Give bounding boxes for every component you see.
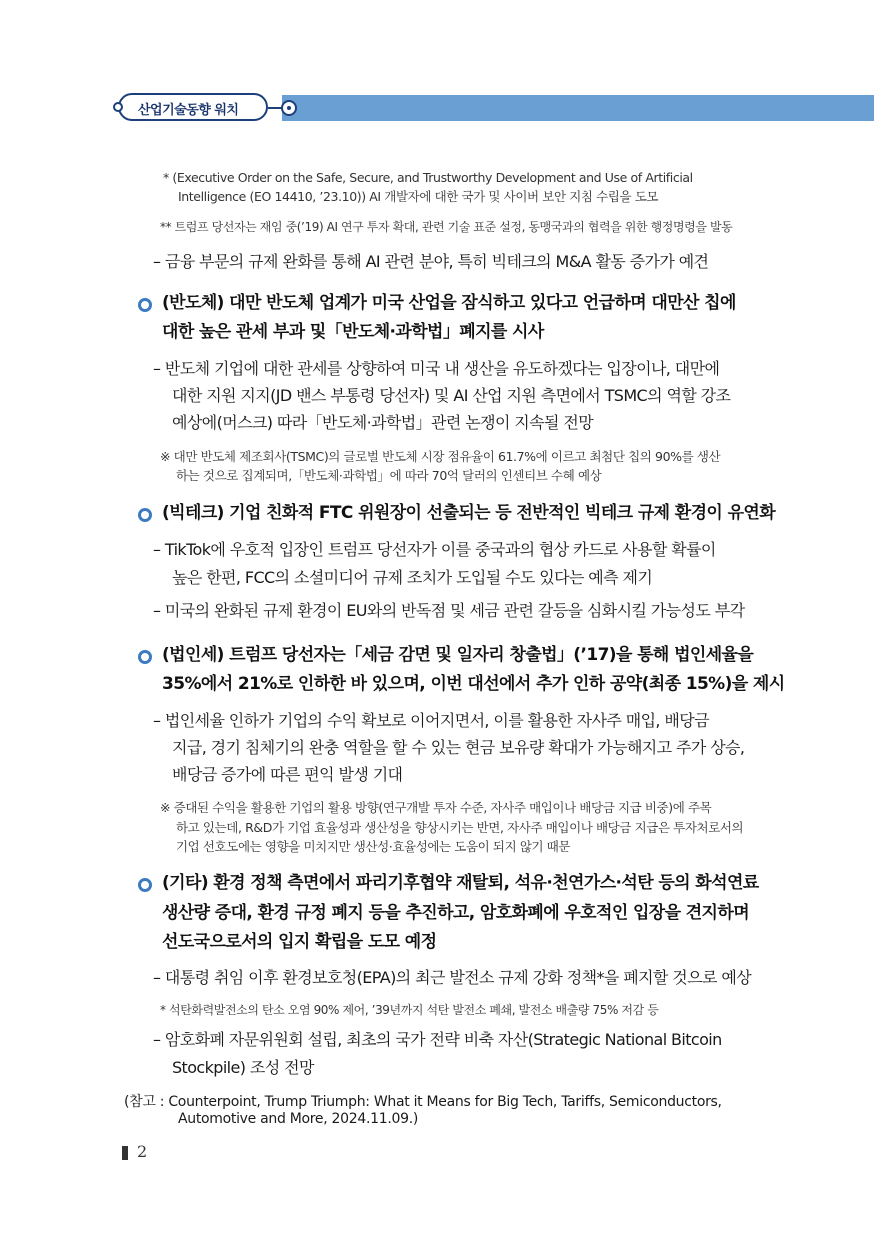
note-line: ※ 대만 반도체 제조회사(TSMC)의 글로벌 반도체 시장 점유율이 61.7%에 이르고 최첨단 칩의 90%를 생산 (160, 449, 721, 464)
dash-item: – 금융 부문의 규제 완화를 통해 AI 관련 분야, 특히 빅테크의 M&A 활동 증가가 예견 (153, 252, 709, 271)
dash-item: 대한 지원 지지(JD 밴스 부통령 당선자) 및 AI 산업 지원 측면에서 TSMC의 역할 강조 (172, 386, 731, 405)
header-title: 산업기술동향 워치 (138, 103, 239, 118)
dash-item: 예상에(머스크) 따라「반도체·과학법」관련 논쟁이 지속될 전망 (172, 413, 594, 432)
dash-item: – 암호화폐 자문위원회 설립, 최초의 국가 전략 비축 자산(Strategic National Bitcoin (153, 1030, 722, 1049)
note-line: * 석탄화력발전소의 탄소 오염 90% 제어, ’39년까지 석탄 발전소 폐쇄, 발전소 배출량 75% 저감 등 (160, 1003, 659, 1017)
note-line: ** 트럼프 당선자는 재임 중(’19) AI 연구 투자 확대, 관련 기술 표준 설정, 동맹국과의 협력을 위한 행정명령을 발동 (160, 220, 733, 234)
note-line: Intelligence (EO 14410, ’23.10)) AI 개발자에 대한 국가 및 사이버 보안 지침 수립을 도모 (178, 189, 659, 204)
section-heading: (빅테크) 기업 친화적 FTC 위원장이 선출되는 등 전반적인 빅테크 규제 환경이 유연화 (162, 503, 776, 523)
header-bar (282, 95, 874, 121)
bullet-icon (138, 878, 152, 892)
circle-icon (281, 100, 297, 116)
section-heading: (기타) 환경 정책 측면에서 파리기후협약 재탈퇴, 석유·천연가스·석탄 등의 화석연료 (162, 873, 759, 893)
bullet-icon (138, 508, 152, 522)
section-heading: (반도체) 대만 반도체 업계가 미국 산업을 잠식하고 있다고 언급하며 대만산 칩에 (162, 293, 736, 313)
dash-item: – 법인세율 인하가 기업의 수익 확보로 이어지면서, 이를 활용한 자사주 매입, 배당금 (153, 711, 709, 730)
dash-item: 지급, 경기 침체기의 완충 역할을 할 수 있는 현금 보유량 확대가 가능해지고 주가 상승, (172, 738, 745, 757)
note-line: * (Executive Order on the Safe, Secure, and Trustworthy Development and Use of Artificial (163, 170, 693, 185)
dash-item: – 대통령 취임 이후 환경보호청(EPA)의 최근 발전소 규제 강화 정책*을 폐지할 것으로 예상 (153, 968, 752, 987)
note-line: 하는 것으로 집계되며,「반도체·과학법」에 따라 70억 달러의 인센티브 수혜 예상 (176, 468, 602, 483)
bullet-icon (138, 650, 152, 664)
section-heading: 대한 높은 관세 부과 및「반도체·과학법」폐지를 시사 (162, 322, 544, 342)
reference-line: Automotive and More, 2024.11.09.) (178, 1111, 419, 1127)
section-heading: 생산량 증대, 환경 규정 폐지 등을 추진하고, 암호화폐에 우호적인 입장을 견지하며 (162, 903, 750, 923)
page-marker (122, 1146, 128, 1160)
dash-item: 배당금 증가에 따른 편익 발생 기대 (172, 765, 403, 784)
dash-item: – TikTok에 우호적 입장인 트럼프 당선자가 이를 중국과의 협상 카드로 사용할 확률이 (153, 540, 716, 559)
page-number: 2 (137, 1142, 148, 1161)
note-line: 기업 선호도에는 영향을 미치지만 생산성·효율성에는 도움이 되지 않기 때문 (176, 839, 571, 854)
dot-icon (113, 102, 123, 112)
note-line: 하고 있는데, R&D가 기업 효율성과 생산성을 향상시키는 반면, 자사주 매입이나 배당금 지급은 투자처로서의 (176, 820, 744, 835)
note-line: ※ 증대된 수익을 활용한 기업의 활용 방향(연구개발 투자 수준, 자사주 매입이나 배당금 지급 비중)에 주목 (160, 800, 712, 815)
section-heading: 35%에서 21%로 인하한 바 있으며, 이번 대선에서 추가 인하 공약(최종 15%)을 제시 (162, 674, 785, 694)
section-heading: 선도국으로서의 입지 확립을 도모 예정 (162, 932, 437, 952)
section-heading: (법인세) 트럼프 당선자는「세금 감면 및 일자리 창출법」(’17)을 통해 법인세율을 (162, 645, 754, 665)
dash-item: 높은 한편, FCC의 소셜미디어 규제 조치가 도입될 수도 있다는 예측 제기 (172, 568, 653, 587)
dash-item: Stockpile) 조성 전망 (172, 1058, 314, 1077)
header-label (118, 93, 268, 121)
reference-line: (참고 : Counterpoint, Trump Triumph: What it Means for Big Tech, Tariffs, Semiconductors, (124, 1094, 722, 1110)
dash-item: – 반도체 기업에 대한 관세를 상향하여 미국 내 생산을 유도하겠다는 입장이나, 대만에 (153, 359, 720, 378)
dash-item: – 미국의 완화된 규제 환경이 EU와의 반독점 및 세금 관련 갈등을 심화시킬 가능성도 부각 (153, 601, 745, 620)
bullet-icon (138, 298, 152, 312)
